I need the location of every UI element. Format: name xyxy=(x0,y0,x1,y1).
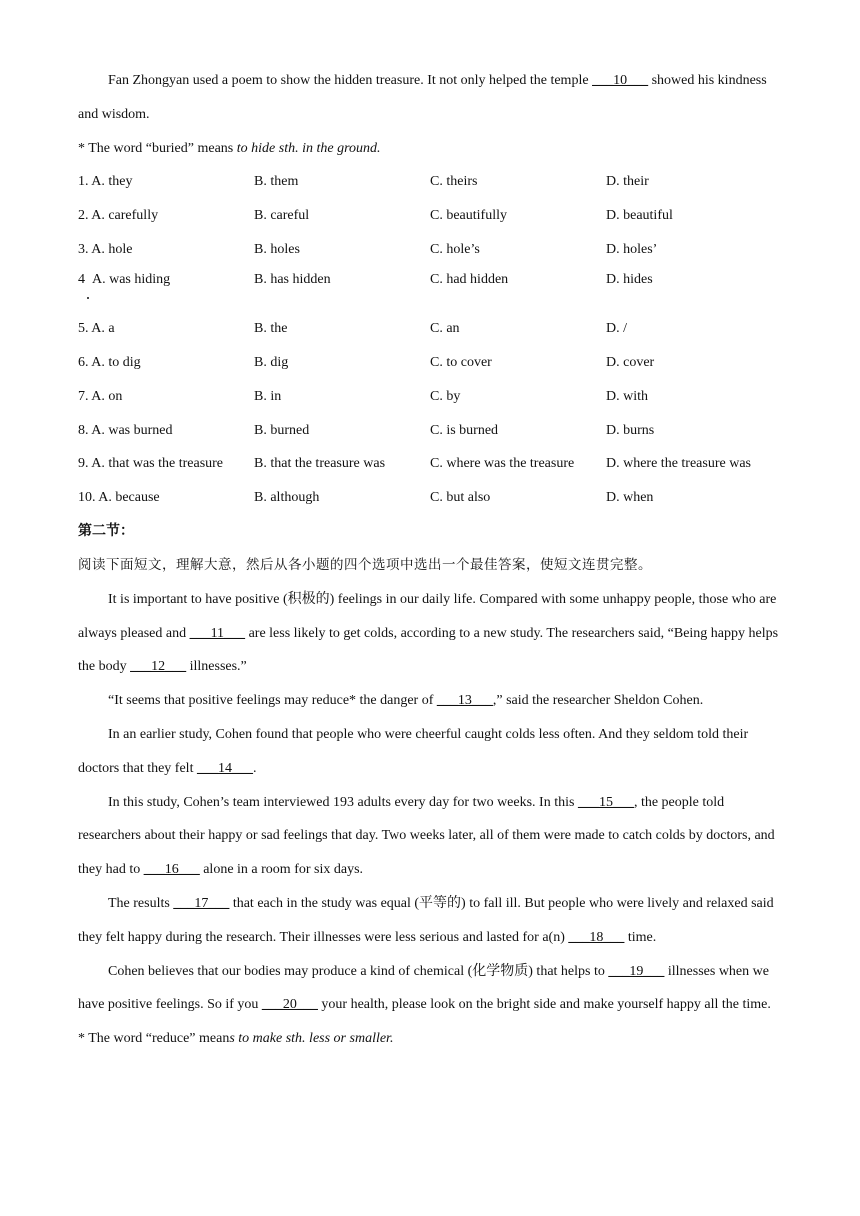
option-c: C. had hidden xyxy=(430,271,509,287)
blank-19: ___19___ xyxy=(608,963,665,979)
option-d: D. their xyxy=(606,174,649,190)
passage2-paragraph-3: In an earlier study, Cohen found that people who were cheerful caught colds less often. And they seldom told their doctors that they felt ___14___. xyxy=(78,726,749,776)
passage2-paragraph-2: “It seems that positive feelings may reduce* the danger of ___13___,” said the researcher Sheldon Cohen. xyxy=(108,693,704,709)
option-row-2 xyxy=(78,199,784,233)
option-a: 8. A. was burned xyxy=(78,422,173,438)
option-row-10 xyxy=(78,481,784,515)
option-a: 1. A. they xyxy=(78,174,133,190)
passage2-paragraph-1: It is important to have positive (积极的) feelings in our daily life. Compared with some unhappy people, those who are always pleased and ___11___ are less likely to get colds, according to a new study. The researchers said, “Being happy helps the body ___12___ illnesses.” xyxy=(78,591,779,675)
option-c: C. theirs xyxy=(430,174,478,190)
blank-17: ___17___ xyxy=(173,895,230,911)
option-c: C. to cover xyxy=(430,355,492,371)
option-c: C. where was the treasure xyxy=(430,456,575,472)
option-b: B. dig xyxy=(254,355,289,371)
blank-18: ___18___ xyxy=(568,929,625,945)
option-c: C. by xyxy=(430,388,461,404)
option-d: D. with xyxy=(606,388,648,404)
option-d: D. when xyxy=(606,490,654,506)
option-a: 10. A. because xyxy=(78,490,160,506)
option-a: 5. A. a xyxy=(78,321,115,337)
option-d: D. cover xyxy=(606,355,655,371)
passage1-closing-paragraph: Fan Zhongyan used a poem to show the hidden treasure. It not only helped the temple ___10___ showed his kindness and wisdom. xyxy=(78,73,767,122)
blank-13: ___13___ xyxy=(436,693,493,709)
blank-16: ___16___ xyxy=(143,862,200,878)
option-d: D. burns xyxy=(606,422,655,438)
option-row-7 xyxy=(78,380,784,414)
option-d: D. / xyxy=(606,321,627,337)
blank-10: ___10___ xyxy=(592,73,649,88)
option-a: 9. A. that was the treasure xyxy=(78,456,224,472)
option-b: B. burned xyxy=(254,422,310,438)
blank-20: ___20___ xyxy=(261,997,318,1013)
option-a: 2. A. carefully xyxy=(78,208,159,224)
option-b: B. holes xyxy=(254,241,300,257)
option-d: D. where the treasure was xyxy=(606,456,751,472)
option-c: C. but also xyxy=(430,490,491,506)
option-row-5 xyxy=(78,312,784,346)
option-a: 3. A. hole xyxy=(78,241,133,257)
passage2-paragraph-6: Cohen believes that our bodies may produce a kind of chemical (化学物质) that helps to ___19___ illnesses when we have positive feelings. So if you ___20___ your health, please look on the bright side and make yourself happy all the time. xyxy=(78,963,771,1013)
passage2-paragraph-5: The results ___17___ that each in the study was equal (平等的) to fall ill. But people who were lively and relaxed said they felt happy during the research. Their illnesses were less serious and lasted for a(n) ___18___ time. xyxy=(78,895,774,945)
option-b: B. in xyxy=(254,388,282,404)
option-row-4 xyxy=(78,267,784,313)
passage2-paragraph-4: In this study, Cohen’s team interviewed 193 adults every day for two weeks. In this ___15___, the people told researchers about their happy or sad feelings that day. Two weeks later, all of them were made to catch colds by doctors, and they had to ___16___ alone in a room for six days. xyxy=(78,794,775,878)
document-page xyxy=(78,64,784,1056)
option-b: B. the xyxy=(254,321,288,337)
option-b: B. has hidden xyxy=(254,271,331,287)
blank-11: ___11___ xyxy=(189,625,246,641)
option-c: C. beautifully xyxy=(430,208,507,224)
section-heading: 第二节： xyxy=(78,523,134,540)
blank-14: ___14___ xyxy=(196,760,253,776)
option-b: B. them xyxy=(254,174,299,190)
section-instruction: 阅读下面短文，理解大意，然后从各小题的四个选项中选出一个最佳答案，使短文连贯完整。 xyxy=(78,556,652,573)
option-b: B. that the treasure was xyxy=(254,456,386,472)
option-row-9 xyxy=(78,448,784,482)
option-c: C. an xyxy=(430,321,460,337)
option-a: 7. A. on xyxy=(78,388,123,404)
blank-15: ___15___ xyxy=(577,794,634,810)
option-d: D. beautiful xyxy=(606,208,673,224)
option-row-3 xyxy=(78,233,784,267)
options-list xyxy=(78,165,784,515)
option-a: 6. A. to dig xyxy=(78,355,141,371)
option-c: C. is burned xyxy=(430,422,499,438)
vocab-note-reduce: * The word “reduce” means to make sth. less or smaller. xyxy=(78,1031,394,1047)
option-c: C. hole’s xyxy=(430,241,480,257)
option-row-8 xyxy=(78,414,784,448)
option-d: D. holes’ xyxy=(606,241,658,257)
option-a: 4 A. was hiding xyxy=(78,271,171,287)
option-d: D. hides xyxy=(606,271,653,287)
option-b: B. although xyxy=(254,490,320,506)
option-b: B. careful xyxy=(254,208,310,224)
blank-12: ___12___ xyxy=(130,659,187,675)
option-row-1 xyxy=(78,165,784,199)
vocab-note-buried: * The word “buried” means to hide sth. in the ground. xyxy=(78,140,381,156)
option-row-6 xyxy=(78,346,784,380)
